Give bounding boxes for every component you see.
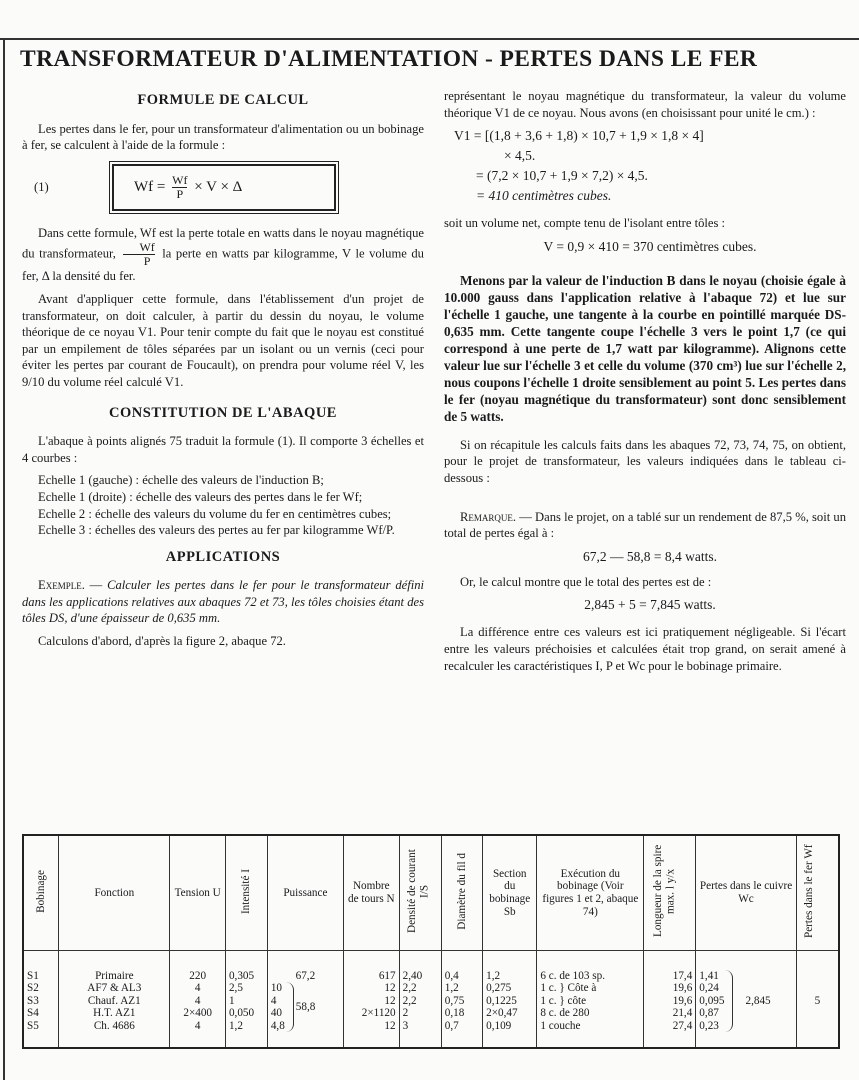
cell: 220 [189, 969, 207, 982]
fraction-denominator: P [143, 254, 151, 269]
formula-rhs: × V × Δ [194, 178, 243, 195]
col-bobinage [23, 951, 59, 1049]
label: Exemple. — [38, 578, 103, 593]
col-diametre [441, 951, 482, 1049]
left-rule [3, 38, 5, 1080]
equation: × 4,5. [504, 148, 536, 164]
cell: 2 [402, 1007, 409, 1020]
formula [22, 164, 424, 211]
cell: 1,2 [228, 1019, 243, 1032]
table-row [23, 951, 839, 1049]
cell: 1 c. } Côte à [540, 982, 597, 995]
equation: = (7,2 × 10,7 + 1,9 × 7,2) × 4,5. [476, 168, 648, 184]
table-header-row [23, 835, 839, 951]
label: Remarque. — [460, 509, 532, 524]
column-header: Tension U [170, 835, 225, 951]
formula-box [112, 164, 336, 211]
cell: 27,4 [672, 1019, 693, 1032]
column-header: Nombre de tours N [343, 835, 399, 951]
cell: 40 [270, 1007, 282, 1020]
column-header: Diamètre du fil d [455, 852, 468, 930]
formula-number: (1) [34, 179, 49, 194]
cell: 2×0,47 [486, 1007, 518, 1020]
cell: 2×400 [183, 1007, 213, 1020]
cell: 0,109 [486, 1019, 512, 1032]
paragraph: soit un volume net, compte tenu de l'isolant entre tôles : [444, 216, 726, 231]
cell: 0,305 [228, 969, 255, 982]
summary-table [22, 834, 840, 1049]
cell: 2,5 [228, 982, 243, 995]
paragraph: Echelle 1 (gauche) : échelle des valeurs de l'induction B; [38, 473, 324, 488]
column-header: Exécution du bobinage (Voir figures 1 et 2, abaque 74) [537, 835, 644, 951]
paragraph: Les pertes dans le fer, pour un transformateur d'alimentation ou un bobinage à fer, se calculent à l'aide de la formule : [22, 121, 424, 153]
cell: 0,095 [699, 994, 725, 1007]
paragraph [22, 577, 424, 627]
equation: V = 0,9 × 410 = 370 centimètres cubes. [543, 238, 757, 254]
cell: 0,23 [699, 1019, 719, 1032]
cell: 2,2 [402, 982, 417, 995]
cell: 21,4 [672, 1007, 693, 1020]
text: Dans le projet, on a tablé sur un rendement de 87,5 %, soit un total de pertes égal à : [444, 509, 846, 541]
column-header: Intensité I [240, 868, 253, 914]
column-header: Bobinage [34, 869, 47, 913]
column-header: Section du bobinage Sb [483, 835, 537, 951]
cell: 0,7 [444, 1019, 459, 1032]
cell: 4 [194, 994, 201, 1007]
col-tours [343, 951, 399, 1049]
cell: 4 [270, 994, 277, 1007]
cell: 12 [384, 982, 396, 995]
cell: 1,2 [486, 969, 501, 982]
cell: 0,18 [444, 1007, 465, 1020]
paragraph: La différence entre ces valeurs est ici pratiquement négligeable. Si l'écart entre les valeurs préchoisies et calculées était trop grand, on serait amené à recalculer les caractéristiques I, P et Wc pour le bobinage primaire. [444, 625, 846, 673]
cell: 4 [194, 1019, 201, 1032]
cell: 1 [228, 994, 235, 1007]
paragraph [444, 509, 846, 542]
paragraph: Echelle 2 : échelle des valeurs du volume du fer en centimètres cubes; [38, 506, 392, 521]
cell: S5 [27, 1019, 39, 1032]
cell: Chauf. AZ1 [87, 994, 141, 1007]
cell: AF7 & AL3 [87, 982, 142, 995]
col-longueur [644, 951, 696, 1049]
fraction-numerator: Wf [123, 241, 154, 255]
column-header: Puissance [267, 835, 343, 951]
cell: 6 c. de 103 sp. [540, 969, 606, 982]
column-header: Pertes dans le cuivre Wc [696, 835, 796, 951]
cell: Primaire [95, 969, 134, 982]
paragraph: Echelle 3 : échelles des valeurs des pertes au fer par kilogramme Wf/P. [38, 523, 395, 538]
equation: 67,2 — 58,8 = 8,4 watts. [583, 548, 717, 564]
cell: 1,41 [699, 969, 719, 982]
column-header: Fonction [59, 835, 170, 951]
cell: 1,2 [444, 982, 459, 995]
text: la perte en watts par kilogramme, V le volume du fer, Δ la densité du fer. [22, 246, 424, 284]
cell: 0,75 [444, 994, 465, 1007]
cell: 3 [402, 1019, 409, 1032]
cell: 12 [384, 994, 396, 1007]
equation: 2,845 + 5 = 7,845 watts. [584, 597, 716, 613]
formula-fraction [172, 174, 187, 201]
col-fonction [59, 951, 170, 1049]
inline-fraction [123, 241, 154, 268]
cell: 2×1120 [361, 1007, 396, 1020]
top-rule [0, 38, 859, 40]
cell: 0,4 [444, 969, 459, 982]
formula-lhs: Wf = [134, 178, 166, 195]
fraction-denominator: P [176, 186, 184, 201]
puissance-total: 58,8 [295, 1001, 316, 1013]
cell: 0,050 [228, 1007, 255, 1020]
cell: 0,87 [699, 1007, 719, 1020]
cell: 617 [378, 969, 396, 982]
col-execution [537, 951, 644, 1049]
heading-constitution: CONSTITUTION DE L'ABAQUE [109, 404, 337, 421]
cell: 1 c. } côte [540, 994, 587, 1007]
col-intensite [225, 951, 267, 1049]
cell: 17,4 [672, 969, 693, 982]
cell: 12 [384, 1019, 396, 1032]
paragraph [22, 225, 424, 285]
paragraph: Calculons d'abord, d'après la figure 2, abaque 72. [38, 634, 286, 649]
cuivre-total: 2,845 [745, 994, 771, 1007]
col-densite [399, 951, 441, 1049]
column-header: Pertes dans le fer Wf [803, 844, 816, 939]
cell: 10 [270, 982, 282, 995]
heading-formule: FORMULE DE CALCUL [137, 92, 309, 108]
cell: 67,2 [295, 969, 316, 982]
cell: 1 couche [540, 1019, 581, 1032]
equation: = 410 centimètres cubes. [476, 188, 612, 204]
col-fer: 5 [796, 951, 839, 1049]
page-title: TRANSFORMATEUR D'ALIMENTATION - PERTES DANS LE FER [20, 46, 758, 72]
cell: Ch. 4686 [93, 1019, 135, 1032]
cell: S1 [27, 969, 39, 982]
cell: S3 [27, 994, 39, 1007]
cell: S2 [27, 982, 39, 995]
heading-applications: APPLICATIONS [165, 548, 281, 565]
cell: 19,6 [672, 994, 693, 1007]
cell: 4,8 [270, 1019, 285, 1032]
paragraph: Menons par la valeur de l'induction B dans le noyau (choisie égale à 10.000 gauss dans l'application relative à l'abaque 72) et lue sur l'échelle 1 gauche, une tangente à la courbe en pointillé marquée DS-0,635 mm. Cette tangente coupe l'échelle 3 vers le point 1,7 (ce qui correspond à une perte de 1,7 watt par kilogramme). Alignons cette valeur lue sur l'échelle 3 et celle du volume (370 cm³) lue sur l'échelle 2, nous coupons l'échelle 1 droite sensiblement au point 5. Les pertes dans le fer (noyau magnétique du transformateur) sont donc sensiblement de 5 watts. [444, 272, 846, 424]
cell: 2,40 [402, 969, 423, 982]
cell: 4 [194, 982, 201, 995]
paragraph: L'abaque à points alignés 75 traduit la formule (1). Il comporte 3 échelles et 4 courbes : [22, 434, 424, 465]
cell: S4 [27, 1007, 39, 1020]
text: Dans cette formule, Wf est la perte totale en watts dans le noyau magnétique du transformateur, [22, 225, 424, 261]
right-column [444, 88, 846, 680]
cell: 0,1225 [486, 994, 517, 1007]
equation: V1 = [(1,8 + 3,6 + 1,8) × 10,7 + 1,9 × 1,8 × 4] [454, 128, 704, 144]
paragraph: Or, le calcul montre que le total des pertes est de : [460, 574, 712, 589]
column-header: Densité de courant I/S [406, 849, 431, 934]
cell: 2,2 [402, 994, 417, 1007]
paragraph: représentant le noyau magnétique du transformateur, la valeur du volume théorique V1 de ce noyau. Nous avons (en choisissant pour unité le cm.) : [444, 89, 846, 120]
col-cuivre [696, 951, 796, 1049]
text: Calculer les pertes dans le fer pour le transformateur défini dans les applications relatives aux abaques 72 et 73, les tôles choisies étant des tôles DS, d'une épaisseur de 0,635 mm. [22, 578, 425, 626]
left-column [22, 88, 424, 656]
cell: 0,24 [699, 982, 719, 995]
col-tension [170, 951, 225, 1049]
cell: 0,275 [486, 982, 512, 995]
column-header: Longueur de la spire max. l y/x [651, 845, 677, 938]
fraction-numerator: Wf [172, 172, 188, 187]
cell: 19,6 [672, 982, 693, 995]
paragraph: Si on récapitule les calculs faits dans les abaques 72, 73, 74, 75, on obtient, pour le projet de transformateur, les valeurs indiquées dans le tableau ci-dessous : [444, 437, 846, 485]
col-section [483, 951, 537, 1049]
col-puissance [267, 951, 343, 1049]
paragraph: Avant d'appliquer cette formule, dans l'établissement d'un projet de transformateur, on doit calculer, à partir du dessin du noyau, le volume théorique de ce noyau V1. Pour tenir compte du fait que le noyau est constitué par un empilement de tôles séparées par un isolant ou un vernis (ceci pour éviter les pertes par courant de Foucault), on prendra pour volume réel V, les 9/10 du volume réel calculé V1. [22, 291, 424, 389]
cell: 8 c. de 280 [540, 1007, 590, 1020]
cell: H.T. AZ1 [93, 1007, 136, 1020]
paragraph: Echelle 1 (droite) : échelle des valeurs des pertes dans le fer Wf; [38, 489, 363, 504]
